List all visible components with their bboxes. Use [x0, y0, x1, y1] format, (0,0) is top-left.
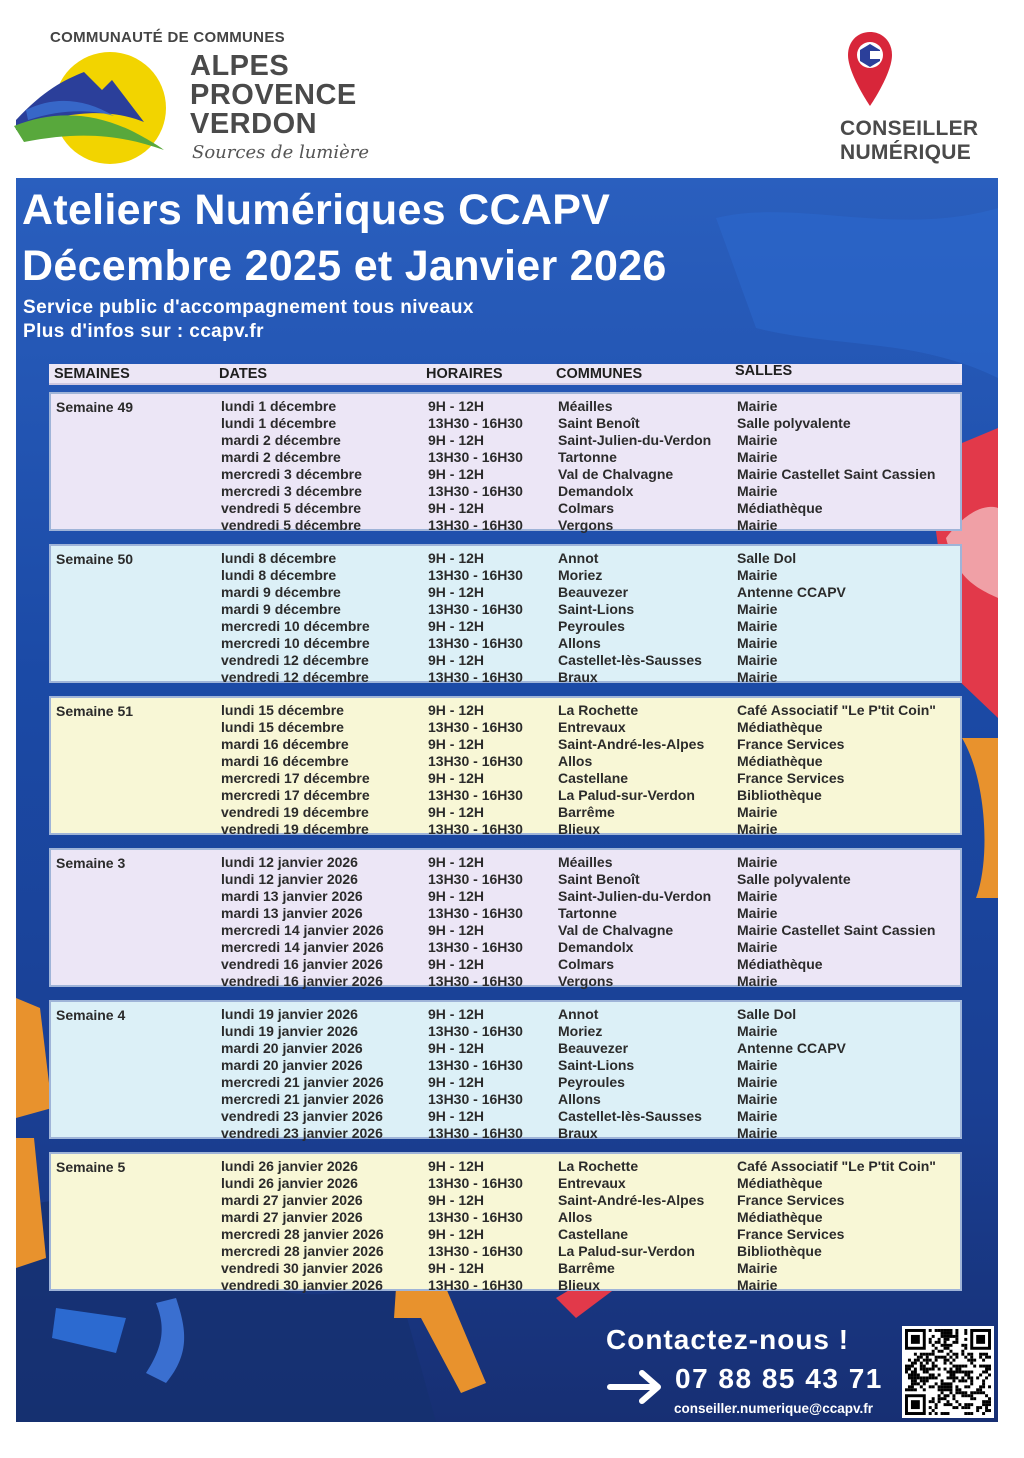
- table-row: [51, 1158, 960, 1175]
- room-cell: Antenne CCAPV: [737, 1040, 846, 1056]
- org-top-label: COMMUNAUTÉ DE COMMUNES: [50, 29, 285, 46]
- commune-cell: Castellane: [558, 1226, 629, 1242]
- hours-cell: 9H - 12H: [428, 1074, 485, 1090]
- table-row: [51, 753, 960, 770]
- commune-cell: Barrême: [558, 804, 615, 820]
- hours-cell: 13H30 - 16H30: [428, 415, 523, 431]
- week-block: [49, 544, 962, 683]
- badge-line-1: CONSEILLER: [840, 117, 979, 140]
- week-label: Semaine 49: [56, 399, 134, 415]
- table-row: [51, 1260, 960, 1277]
- week-block: [49, 696, 962, 835]
- hours-cell: 13H30 - 16H30: [428, 635, 523, 651]
- commune-cell: Entrevaux: [558, 1175, 626, 1191]
- hours-cell: 9H - 12H: [428, 736, 485, 752]
- hours-cell: 9H - 12H: [428, 1006, 485, 1022]
- week-label: Semaine 5: [56, 1159, 126, 1175]
- room-cell: Salle Dol: [737, 1006, 797, 1022]
- table-row: [51, 567, 960, 584]
- room-cell: Médiathèque: [737, 753, 823, 769]
- commune-cell: Castellet-lès-Sausses: [558, 1108, 702, 1124]
- commune-cell: Annot: [558, 550, 599, 566]
- hours-cell: 13H30 - 16H30: [428, 1125, 523, 1141]
- hours-cell: 9H - 12H: [428, 652, 485, 668]
- table-row: [51, 466, 960, 483]
- hours-cell: 9H - 12H: [428, 432, 485, 448]
- page-title: [22, 182, 667, 294]
- table-row: [51, 550, 960, 567]
- date-cell: mercredi 28 janvier 2026: [221, 1226, 384, 1242]
- table-row: [51, 1175, 960, 1192]
- hours-cell: 9H - 12H: [428, 854, 485, 870]
- room-cell: Mairie: [737, 939, 778, 955]
- commune-cell: Castellet-lès-Sausses: [558, 652, 702, 668]
- hours-cell: 13H30 - 16H30: [428, 1209, 523, 1225]
- room-cell: Mairie: [737, 652, 778, 668]
- table-row: [51, 1209, 960, 1226]
- room-cell: Mairie: [737, 483, 778, 499]
- arrow-right-icon: [606, 1368, 668, 1406]
- table-row: [51, 1108, 960, 1125]
- room-cell: Mairie: [737, 1023, 778, 1039]
- commune-cell: Demandolx: [558, 939, 634, 955]
- commune-cell: Saint Benoît: [558, 415, 640, 431]
- qr-code-icon[interactable]: [902, 1326, 994, 1418]
- week-block: [49, 1152, 962, 1291]
- date-cell: mercredi 10 décembre: [221, 635, 370, 651]
- date-cell: mercredi 3 décembre: [221, 483, 362, 499]
- commune-cell: La Rochette: [558, 1158, 639, 1174]
- table-row: [51, 618, 960, 635]
- room-cell: Mairie: [737, 449, 778, 465]
- title-line-2: Décembre 2025 et Janvier 2026: [22, 242, 667, 290]
- hours-cell: 9H - 12H: [428, 618, 485, 634]
- date-cell: mercredi 10 décembre: [221, 618, 370, 634]
- date-cell: lundi 8 décembre: [221, 567, 337, 583]
- commune-cell: Saint-Lions: [558, 1057, 635, 1073]
- room-cell: Bibliothèque: [737, 1243, 822, 1259]
- table-row: [51, 871, 960, 888]
- week-label: Semaine 4: [56, 1007, 126, 1023]
- table-row: [51, 905, 960, 922]
- commune-cell: Colmars: [558, 956, 615, 972]
- date-cell: mardi 13 janvier 2026: [221, 888, 363, 904]
- date-cell: mercredi 21 janvier 2026: [221, 1074, 384, 1090]
- room-cell: France Services: [737, 1226, 845, 1242]
- page-header: [0, 0, 1024, 178]
- hours-cell: 13H30 - 16H30: [428, 567, 523, 583]
- table-row: [51, 483, 960, 500]
- room-cell: Médiathèque: [737, 1175, 823, 1191]
- table-row: [51, 1023, 960, 1040]
- date-cell: lundi 26 janvier 2026: [221, 1175, 358, 1191]
- hours-cell: 9H - 12H: [428, 1192, 485, 1208]
- date-cell: vendredi 30 janvier 2026: [221, 1260, 383, 1276]
- commune-cell: Vergons: [558, 517, 614, 533]
- hours-cell: 9H - 12H: [428, 1108, 485, 1124]
- hours-cell: 13H30 - 16H30: [428, 871, 523, 887]
- table-row: [51, 432, 960, 449]
- hours-cell: 9H - 12H: [428, 922, 485, 938]
- table-row: [51, 635, 960, 652]
- date-cell: mardi 20 janvier 2026: [221, 1057, 363, 1073]
- hours-cell: 9H - 12H: [428, 466, 485, 482]
- room-cell: France Services: [737, 770, 845, 786]
- room-cell: Mairie: [737, 854, 778, 870]
- week-block: [49, 848, 962, 987]
- commune-cell: Allons: [558, 635, 601, 651]
- date-cell: lundi 1 décembre: [221, 398, 337, 414]
- table-row: [51, 601, 960, 618]
- conseiller-numerique-label: [840, 117, 978, 165]
- commune-cell: Beauvezer: [558, 1040, 629, 1056]
- date-cell: lundi 12 janvier 2026: [221, 871, 358, 887]
- date-cell: vendredi 12 décembre: [221, 669, 369, 685]
- org-name-line-2: PROVENCE: [190, 79, 357, 111]
- hours-cell: 13H30 - 16H30: [428, 905, 523, 921]
- room-cell: Salle polyvalente: [737, 871, 851, 887]
- room-cell: Médiathèque: [737, 719, 823, 735]
- hours-cell: 13H30 - 16H30: [428, 517, 523, 533]
- room-cell: Mairie Castellet Saint Cassien: [737, 922, 936, 938]
- date-cell: vendredi 23 janvier 2026: [221, 1125, 383, 1141]
- commune-cell: Barrême: [558, 1260, 615, 1276]
- table-row: [51, 736, 960, 753]
- table-row: [51, 1226, 960, 1243]
- table-row: [51, 719, 960, 736]
- room-cell: Mairie: [737, 635, 778, 651]
- hours-cell: 9H - 12H: [428, 1158, 485, 1174]
- table-row: [51, 415, 960, 432]
- hours-cell: 13H30 - 16H30: [428, 753, 523, 769]
- commune-cell: Tartonne: [558, 449, 617, 465]
- room-cell: Salle Dol: [737, 550, 797, 566]
- date-cell: lundi 8 décembre: [221, 550, 337, 566]
- subtitle-line-1: Service public d'accompagnement tous niveaux: [23, 297, 474, 318]
- commune-cell: Tartonne: [558, 905, 617, 921]
- hours-cell: 9H - 12H: [428, 1260, 485, 1276]
- header-dates: DATES: [219, 366, 268, 382]
- table-row: [51, 787, 960, 804]
- table-row: [51, 821, 960, 838]
- room-cell: Mairie: [737, 973, 778, 989]
- commune-cell: La Rochette: [558, 702, 639, 718]
- hours-cell: 13H30 - 16H30: [428, 1023, 523, 1039]
- room-cell: France Services: [737, 736, 845, 752]
- date-cell: mardi 20 janvier 2026: [221, 1040, 363, 1056]
- room-cell: Mairie: [737, 1091, 778, 1107]
- table-row: [51, 652, 960, 669]
- room-cell: Mairie: [737, 1260, 778, 1276]
- commune-cell: Méailles: [558, 398, 613, 414]
- table-row: [51, 1074, 960, 1091]
- room-cell: Mairie: [737, 567, 778, 583]
- date-cell: vendredi 5 décembre: [221, 500, 362, 516]
- table-row: [51, 922, 960, 939]
- hours-cell: 13H30 - 16H30: [428, 719, 523, 735]
- table-row: [51, 1057, 960, 1074]
- badge-line-2: NUMÉRIQUE: [840, 141, 972, 164]
- room-cell: Mairie: [737, 821, 778, 837]
- room-cell: Mairie: [737, 618, 778, 634]
- week-block: [49, 1000, 962, 1139]
- hours-cell: 13H30 - 16H30: [428, 1175, 523, 1191]
- room-cell: Mairie: [737, 905, 778, 921]
- commune-cell: Peyroules: [558, 618, 625, 634]
- hours-cell: 9H - 12H: [428, 1226, 485, 1242]
- commune-cell: La Palud-sur-Verdon: [558, 787, 695, 803]
- room-cell: France Services: [737, 1192, 845, 1208]
- table-row: [51, 888, 960, 905]
- commune-cell: Allos: [558, 753, 593, 769]
- room-cell: Mairie: [737, 888, 778, 904]
- commune-cell: Blieux: [558, 821, 601, 837]
- commune-cell: Saint-André-les-Alpes: [558, 1192, 705, 1208]
- org-name-line-1: ALPES: [190, 50, 290, 82]
- table-row: [51, 770, 960, 787]
- hours-cell: 9H - 12H: [428, 398, 485, 414]
- hours-cell: 13H30 - 16H30: [428, 483, 523, 499]
- room-cell: Mairie: [737, 517, 778, 533]
- table-row: [51, 1243, 960, 1260]
- room-cell: Médiathèque: [737, 956, 823, 972]
- hours-cell: 13H30 - 16H30: [428, 669, 523, 685]
- date-cell: mardi 2 décembre: [221, 449, 341, 465]
- hours-cell: 13H30 - 16H30: [428, 601, 523, 617]
- subtitle: [23, 296, 474, 344]
- org-tagline: Sources de lumière: [192, 142, 370, 163]
- date-cell: lundi 15 décembre: [221, 702, 344, 718]
- date-cell: lundi 15 décembre: [221, 719, 344, 735]
- table-row: [51, 517, 960, 534]
- room-cell: Mairie: [737, 1074, 778, 1090]
- map-pin-icon: [846, 30, 894, 108]
- date-cell: mardi 2 décembre: [221, 432, 341, 448]
- date-cell: vendredi 30 janvier 2026: [221, 1277, 383, 1293]
- date-cell: vendredi 16 janvier 2026: [221, 973, 383, 989]
- week-label: Semaine 51: [56, 703, 134, 719]
- room-cell: Médiathèque: [737, 500, 823, 516]
- hours-cell: 13H30 - 16H30: [428, 939, 523, 955]
- room-cell: Mairie: [737, 1277, 778, 1293]
- room-cell: Mairie: [737, 601, 778, 617]
- commune-cell: Vergons: [558, 973, 614, 989]
- room-cell: Mairie: [737, 669, 778, 685]
- table-row: [51, 584, 960, 601]
- date-cell: mardi 16 décembre: [221, 736, 349, 752]
- room-cell: Mairie: [737, 398, 778, 414]
- hours-cell: 9H - 12H: [428, 888, 485, 904]
- table-row: [51, 1192, 960, 1209]
- room-cell: Salle polyvalente: [737, 415, 851, 431]
- room-cell: Antenne CCAPV: [737, 584, 846, 600]
- table-row: [51, 939, 960, 956]
- commune-cell: Val de Chalvagne: [558, 466, 674, 482]
- table-row: [51, 804, 960, 821]
- hours-cell: 13H30 - 16H30: [428, 449, 523, 465]
- hours-cell: 13H30 - 16H30: [428, 787, 523, 803]
- date-cell: lundi 1 décembre: [221, 415, 337, 431]
- table-row: [51, 956, 960, 973]
- table-row: [51, 669, 960, 686]
- commune-cell: Entrevaux: [558, 719, 626, 735]
- ccapv-logo-icon: [14, 50, 174, 170]
- date-cell: lundi 19 janvier 2026: [221, 1006, 358, 1022]
- date-cell: mardi 9 décembre: [221, 584, 341, 600]
- room-cell: Médiathèque: [737, 1209, 823, 1225]
- commune-cell: Moriez: [558, 1023, 603, 1039]
- date-cell: mercredi 28 janvier 2026: [221, 1243, 384, 1259]
- date-cell: mardi 27 janvier 2026: [221, 1209, 363, 1225]
- commune-cell: Méailles: [558, 854, 613, 870]
- subtitle-line-2: Plus d'infos sur : ccapv.fr: [23, 321, 264, 342]
- commune-cell: Colmars: [558, 500, 615, 516]
- table-row: [51, 1040, 960, 1057]
- commune-cell: Allos: [558, 1209, 593, 1225]
- commune-cell: Saint-André-les-Alpes: [558, 736, 705, 752]
- table-row: [51, 500, 960, 517]
- date-cell: mardi 27 janvier 2026: [221, 1192, 363, 1208]
- hours-cell: 9H - 12H: [428, 956, 485, 972]
- table-row: [51, 1006, 960, 1023]
- room-cell: Mairie Castellet Saint Cassien: [737, 466, 936, 482]
- date-cell: mardi 13 janvier 2026: [221, 905, 363, 921]
- org-name: [190, 52, 357, 139]
- qr-code-pattern: [905, 1329, 991, 1415]
- room-cell: Café Associatif "Le P'tit Coin": [737, 1158, 936, 1174]
- commune-cell: Blieux: [558, 1277, 601, 1293]
- date-cell: mercredi 17 décembre: [221, 770, 370, 786]
- date-cell: mardi 16 décembre: [221, 753, 349, 769]
- table-row: [51, 1091, 960, 1108]
- commune-cell: Val de Chalvagne: [558, 922, 674, 938]
- table-row: [51, 398, 960, 415]
- commune-cell: Beauvezer: [558, 584, 629, 600]
- commune-cell: Saint Benoît: [558, 871, 640, 887]
- hours-cell: 9H - 12H: [428, 584, 485, 600]
- table-row: [51, 973, 960, 990]
- commune-cell: Peyroules: [558, 1074, 625, 1090]
- commune-cell: Saint-Lions: [558, 601, 635, 617]
- hours-cell: 13H30 - 16H30: [428, 1243, 523, 1259]
- room-cell: Mairie: [737, 804, 778, 820]
- hours-cell: 13H30 - 16H30: [428, 1277, 523, 1293]
- commune-cell: Saint-Julien-du-Verdon: [558, 888, 712, 904]
- table-row: [51, 854, 960, 871]
- commune-cell: Moriez: [558, 567, 603, 583]
- header-weeks: SEMAINES: [54, 366, 130, 382]
- room-cell: Mairie: [737, 432, 778, 448]
- commune-cell: Braux: [558, 669, 598, 685]
- hours-cell: 13H30 - 16H30: [428, 973, 523, 989]
- commune-cell: La Palud-sur-Verdon: [558, 1243, 695, 1259]
- header-hours: HORAIRES: [426, 366, 503, 382]
- poster: [16, 178, 998, 1422]
- date-cell: vendredi 5 décembre: [221, 517, 362, 533]
- table-row: [51, 1125, 960, 1142]
- date-cell: mercredi 3 décembre: [221, 466, 362, 482]
- org-name-line-3: VERDON: [190, 108, 318, 140]
- header-rooms: SALLES: [735, 363, 793, 379]
- hours-cell: 9H - 12H: [428, 702, 485, 718]
- date-cell: mardi 9 décembre: [221, 601, 341, 617]
- date-cell: vendredi 19 décembre: [221, 804, 369, 820]
- room-cell: Bibliothèque: [737, 787, 822, 803]
- date-cell: lundi 12 janvier 2026: [221, 854, 358, 870]
- header-communes: COMMUNES: [556, 366, 643, 382]
- commune-cell: Demandolx: [558, 483, 634, 499]
- hours-cell: 9H - 12H: [428, 804, 485, 820]
- commune-cell: Braux: [558, 1125, 598, 1141]
- date-cell: mercredi 17 décembre: [221, 787, 370, 803]
- hours-cell: 13H30 - 16H30: [428, 821, 523, 837]
- date-cell: mercredi 14 janvier 2026: [221, 939, 384, 955]
- week-label: Semaine 3: [56, 855, 126, 871]
- room-cell: Mairie: [737, 1057, 778, 1073]
- table-row: [51, 449, 960, 466]
- date-cell: mercredi 21 janvier 2026: [221, 1091, 384, 1107]
- room-cell: Mairie: [737, 1125, 778, 1141]
- date-cell: lundi 19 janvier 2026: [221, 1023, 358, 1039]
- contact-phone[interactable]: 07 88 85 43 71: [675, 1363, 883, 1394]
- date-cell: lundi 26 janvier 2026: [221, 1158, 358, 1174]
- table-header: [49, 364, 962, 385]
- date-cell: vendredi 23 janvier 2026: [221, 1108, 383, 1124]
- date-cell: vendredi 19 décembre: [221, 821, 369, 837]
- hours-cell: 9H - 12H: [428, 550, 485, 566]
- hours-cell: 9H - 12H: [428, 770, 485, 786]
- date-cell: vendredi 12 décembre: [221, 652, 369, 668]
- hours-cell: 13H30 - 16H30: [428, 1057, 523, 1073]
- week-label: Semaine 50: [56, 551, 134, 567]
- title-line-1: Ateliers Numériques CCAPV: [22, 186, 611, 234]
- contact-title: Contactez-nous !: [606, 1324, 850, 1355]
- commune-cell: Allons: [558, 1091, 601, 1107]
- room-cell: Mairie: [737, 1108, 778, 1124]
- commune-cell: Castellane: [558, 770, 629, 786]
- week-block: [49, 392, 962, 531]
- commune-cell: Saint-Julien-du-Verdon: [558, 432, 712, 448]
- room-cell: Café Associatif "Le P'tit Coin": [737, 702, 936, 718]
- commune-cell: Annot: [558, 1006, 599, 1022]
- hours-cell: 9H - 12H: [428, 1040, 485, 1056]
- contact-email[interactable]: conseiller.numerique@ccapv.fr: [674, 1401, 873, 1416]
- date-cell: mercredi 14 janvier 2026: [221, 922, 384, 938]
- date-cell: vendredi 16 janvier 2026: [221, 956, 383, 972]
- hours-cell: 9H - 12H: [428, 500, 485, 516]
- table-row: [51, 1277, 960, 1294]
- hours-cell: 13H30 - 16H30: [428, 1091, 523, 1107]
- table-row: [51, 702, 960, 719]
